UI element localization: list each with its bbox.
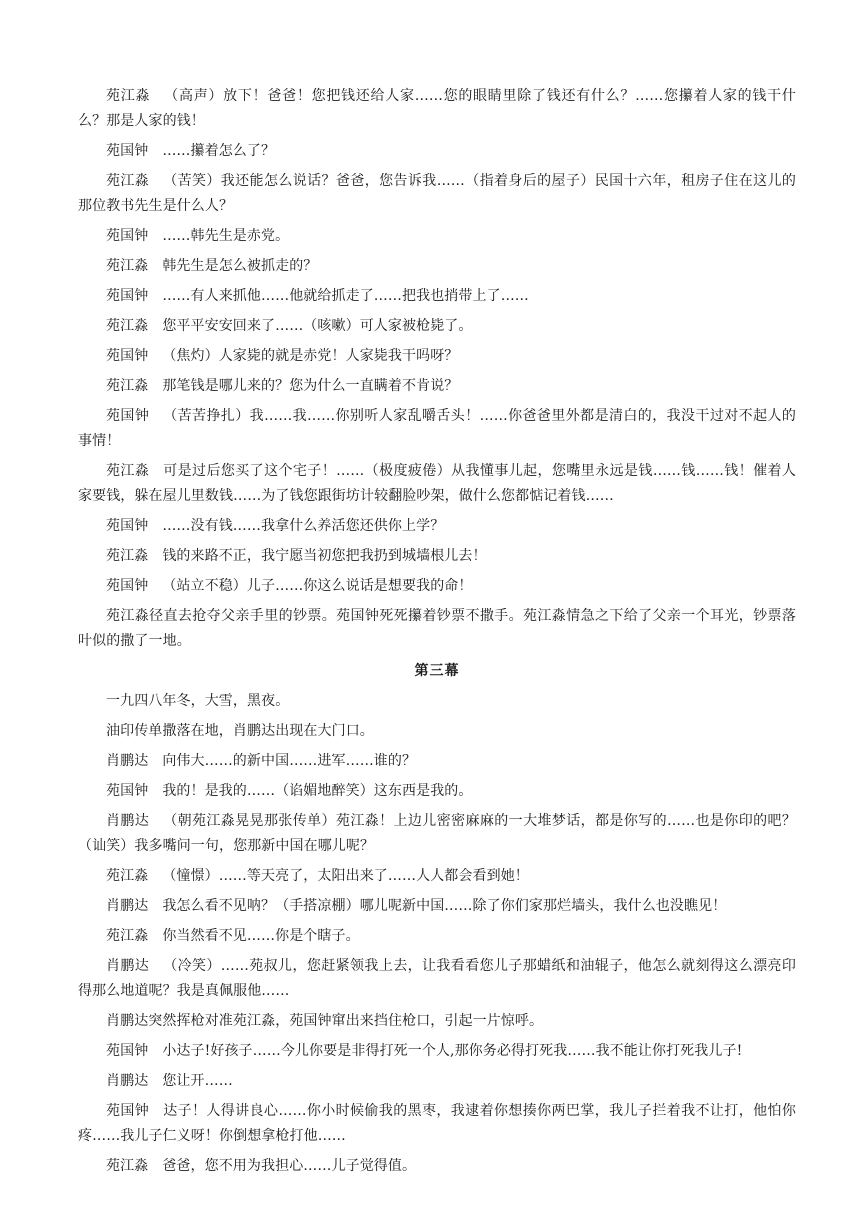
dialogue-line [78, 254, 796, 279]
dialogue-line [78, 894, 796, 919]
line-text: （苦笑）我还能怎么说话？爸爸，您告诉我……（指着身后的屋子）民国十六年，租房子住在这儿的那位教书先生是什么人？ [78, 173, 796, 214]
line-text: ……没有钱……我拿什么养活您还供你上学？ [162, 518, 445, 534]
dialogue-line [78, 1069, 796, 1094]
speaker-name: 苑江淼 [106, 1158, 149, 1174]
speaker-name: 苑国钟 [106, 783, 149, 799]
speaker-name: 苑国钟 [106, 1043, 149, 1059]
stage-direction [78, 604, 796, 654]
speaker-name: 苑国钟 [106, 518, 149, 534]
speaker-name: 苑江淼 [106, 173, 150, 189]
line-text: 您让开…… [162, 1073, 233, 1089]
dialogue-line [78, 404, 796, 454]
dialogue-line [78, 1154, 796, 1179]
line-text: （站立不稳）儿子……你这么说话是想要我的命！ [162, 578, 473, 594]
speaker-name: 苑江淼 [106, 463, 150, 479]
line-text: ……攥着怎么了？ [162, 143, 276, 159]
dialogue-line [78, 459, 796, 509]
dialogue-line [78, 374, 796, 399]
act-three [78, 689, 796, 1179]
line-text: （高声）放下！爸爸！您把钱还给人家……您的眼睛里除了钱还有什么？……您攥着人家的钱干什么？那是人家的钱！ [78, 88, 796, 129]
line-text: 向伟大……的新中国……进军……谁的？ [162, 753, 417, 769]
line-text: 那笔钱是哪儿来的？您为什么一直瞒着不肯说？ [162, 378, 459, 394]
line-text: 您平平安安回来了……（咳嗽）可人家被枪毙了。 [162, 318, 473, 334]
dialogue-line [78, 1039, 796, 1064]
speaker-name: 肖鹏达 [106, 958, 150, 974]
line-text: 一九四八年冬，大雪，黑夜。 [106, 693, 290, 709]
speaker-name: 苑江淼 [106, 378, 149, 394]
dialogue-line [78, 864, 796, 889]
speaker-name: 苑江淼 [106, 868, 149, 884]
stage-direction [78, 1009, 796, 1034]
dialogue-line [78, 139, 796, 164]
speaker-name: 苑江淼 [106, 318, 149, 334]
line-text: 油印传单撒落在地，肖鹏达出现在大门口。 [106, 723, 374, 739]
speaker-name: 肖鹏达 [106, 898, 149, 914]
speaker-name: 苑国钟 [106, 578, 149, 594]
line-text: 你当然看不见……你是个瞎子。 [162, 928, 360, 944]
dialogue-line [78, 954, 796, 1004]
speaker-name: 苑江淼 [106, 928, 149, 944]
speaker-name: 苑江淼 [106, 548, 149, 564]
line-text: 钱的来路不正，我宁愿当初您把我扔到城墙根儿去！ [162, 548, 487, 564]
speaker-name: 苑国钟 [106, 348, 149, 364]
line-text: 肖鹏达突然挥枪对准苑江淼，苑国钟窜出来挡住枪口，引起一片惊呼。 [106, 1013, 544, 1029]
line-text: 达子！人得讲良心……你小时候偷我的黑枣，我逮着你想揍你两巴掌，我儿子拦着我不让打，他怕你疼……我儿子仁义呀！你倒想拿枪打他…… [78, 1103, 796, 1144]
speaker-name: 苑国钟 [106, 143, 149, 159]
dialogue-line [78, 169, 796, 219]
dialogue-line [78, 809, 796, 859]
speaker-name: 肖鹏达 [106, 753, 149, 769]
speaker-name: 苑国钟 [106, 228, 149, 244]
line-text: 小达子!好孩子……今儿你要是非得打死一个人,那你务必得打死我……我不能让你打死我儿子! [162, 1043, 743, 1059]
dialogue-line [78, 514, 796, 539]
dialogue-line [78, 84, 796, 134]
line-text: ……韩先生是赤党。 [162, 228, 290, 244]
speaker-name: 肖鹏达 [106, 1073, 149, 1089]
speaker-name: 苑江淼 [106, 258, 149, 274]
line-text: 可是过后您买了这个宅子！……（极度疲倦）从我懂事儿起，您嘴里永远是钱……钱……钱！催着人家要钱，躲在屋儿里数钱……为了钱您跟街坊计较翻脸吵架，做什么您都惦记着钱…… [78, 463, 796, 504]
speaker-name: 苑国钟 [106, 1103, 150, 1119]
act-two-ending [78, 84, 796, 654]
act-title: 第三幕 [414, 663, 460, 679]
dialogue-line [78, 1099, 796, 1149]
line-text: 苑江淼径直去抢夺父亲手里的钞票。苑国钟死死攥着钞票不撒手。苑江淼情急之下给了父亲一个耳光，钞票落叶似的撒了一地。 [78, 608, 796, 649]
stage-direction [78, 689, 796, 714]
line-text: 韩先生是怎么被抓走的？ [162, 258, 318, 274]
line-text: 我怎么看不见呐？（手搭凉棚）哪儿呢新中国……除了你们家那烂墙头，我什么也没瞧见！ [162, 898, 727, 914]
speaker-name: 苑国钟 [106, 288, 149, 304]
line-text: 我的！是我的……（谄媚地醉笑）这东西是我的。 [162, 783, 473, 799]
dialogue-line [78, 779, 796, 804]
dialogue-line [78, 284, 796, 309]
dialogue-line [78, 574, 796, 599]
dialogue-line [78, 924, 796, 949]
speaker-name: 苑江淼 [106, 88, 151, 104]
dialogue-line [78, 314, 796, 339]
line-text: （冷笑）……苑叔儿，您赶紧领我上去，让我看看您儿子那蜡纸和油辊子，他怎么就刻得这么漂亮印得那么地道呢？我是真佩服他…… [78, 958, 796, 999]
dialogue-line [78, 224, 796, 249]
line-text: （焦灼）人家毙的就是赤党！人家毙我干吗呀？ [162, 348, 459, 364]
speaker-name: 苑国钟 [106, 408, 150, 424]
stage-direction [78, 719, 796, 744]
line-text: （苦苦挣扎）我……我……你别听人家乱嚼舌头！……你爸爸里外都是清白的，我没干过对不起人的事情！ [78, 408, 796, 449]
line-text: ……有人来抓他……他就给抓走了……把我也捎带上了…… [162, 288, 529, 304]
line-text: （憧憬）……等天亮了，太阳出来了……人人都会看到她！ [162, 868, 529, 884]
line-text: （朝苑江淼晃晃那张传单）苑江淼！上边儿密密麻麻的一大堆梦话，都是你写的……也是你印的吧？（讪笑）我多嘴问一句，您那新中国在哪儿呢？ [78, 813, 796, 854]
dialogue-line [78, 749, 796, 774]
dialogue-line [78, 344, 796, 369]
script-body [78, 84, 796, 1184]
dialogue-line [78, 544, 796, 569]
speaker-name: 肖鹏达 [106, 813, 150, 829]
line-text: 爸爸，您不用为我担心……儿子觉得值。 [162, 1158, 417, 1174]
